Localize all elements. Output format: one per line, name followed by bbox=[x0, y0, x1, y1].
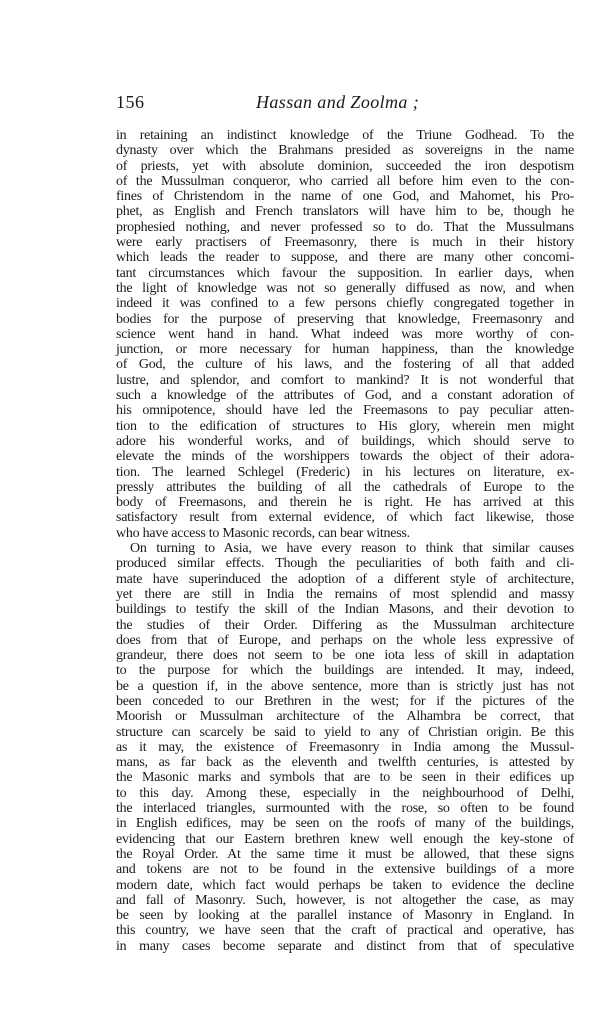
text-line: been conceded to our Brethren in the west; for if the pictures of the bbox=[116, 693, 574, 709]
text-line: of the Mussulman conqueror, who carried all before him even to the con- bbox=[116, 173, 574, 189]
text-line: adore his wonderful works, and of buildings, which should serve to bbox=[116, 433, 574, 449]
text-line: bodies for the purpose of preserving that knowledge, Freemasonry and bbox=[116, 311, 574, 327]
text-line: tant circumstances which favour the supposition. In earlier days, when bbox=[116, 265, 574, 281]
text-line: be a question if, in the above sentence, more than is strictly just has not bbox=[116, 678, 574, 694]
text-line: in many cases become separate and distinct from that of speculative bbox=[116, 938, 574, 954]
text-line: junction, or more necessary for human happiness, than the knowledge bbox=[116, 342, 574, 358]
text-line: grandeur, there does not seem to be one iota less of skill in adaptation bbox=[116, 648, 574, 664]
text-line: in English edifices, may be seen on the roofs of many of the buildings, bbox=[116, 816, 574, 832]
text-line: the light of knowledge was not so generally diffused as now, and when bbox=[116, 280, 574, 296]
text-line: the studies of their Order. Differing as the Mussulman architecture bbox=[116, 617, 574, 633]
text-line: of God, the culture of his laws, and the fostering of all that added bbox=[116, 357, 574, 373]
text-line: Moorish or Mussulman architecture of the Alhambra be correct, that bbox=[116, 709, 574, 725]
running-title: Hassan and Zoolma ; bbox=[256, 92, 420, 112]
text-line: pressly attributes the building of all the cathedrals of Europe to the bbox=[116, 479, 574, 495]
text-line: modern date, which fact would perhaps be taken to evidence the decline bbox=[116, 877, 574, 893]
text-line: fines of Christendom in the name of one God, and Mahomet, his Pro- bbox=[116, 189, 574, 205]
paragraph bbox=[116, 541, 574, 954]
text-line: dynasty over which the Brahmans presided as sovereigns in the name bbox=[116, 143, 574, 159]
text-line: mans, as far back as the eleventh and twelfth centuries, is attested by bbox=[116, 755, 574, 771]
text-line: body of Freemasons, and therein he is right. He has arrived at this bbox=[116, 495, 574, 511]
page-header bbox=[116, 90, 576, 114]
text-line: and fall of Masonry. Such, however, is not altogether the case, as may bbox=[116, 892, 574, 908]
text-line: indeed it was confined to a few persons chiefly congregated together in bbox=[116, 296, 574, 312]
text-line: satisfactory result from external evidence, of which fact likewise, those bbox=[116, 510, 574, 526]
text-line: On turning to Asia, we have every reason to think that similar causes bbox=[130, 541, 574, 557]
text-line: prophesied nothing, and never professed so to do. That the Mussulmans bbox=[116, 219, 574, 235]
text-line: who have access to Masonic records, can bear witness. bbox=[116, 525, 410, 541]
text-line: the Masonic marks and symbols that are to be seen in their edifices up bbox=[116, 770, 574, 786]
text-line: the interlaced triangles, surmounted with the rose, so often to be found bbox=[116, 801, 574, 817]
text-line: phet, as English and French translators will have him to be, though he bbox=[116, 204, 574, 220]
text-line: to the purpose for which the buildings are intended. It may, indeed, bbox=[116, 663, 574, 679]
text-line: his omnipotence, should have led the Freemasons to pay peculiar atten- bbox=[116, 403, 574, 419]
text-line: produced similar effects. Though the peculiarities of both faith and cli- bbox=[116, 556, 574, 572]
text-line: as it may, the existence of Freemasonry in India among the Mussul- bbox=[116, 739, 574, 755]
text-line: structure can scarcely be said to yield to any of Christian origin. Be this bbox=[116, 724, 574, 740]
text-line: in retaining an indistinct knowledge of the Triune Godhead. To the bbox=[116, 128, 574, 143]
text-line: yet there are still in India the remains of most splendid and massy bbox=[116, 586, 574, 602]
text-line: be seen by looking at the parallel instance of Masonry in England. In bbox=[116, 908, 574, 924]
page-number: 156 bbox=[116, 92, 145, 112]
text-line: such a knowledge of the attributes of God, and a constant adoration of bbox=[116, 388, 574, 404]
text-line: lustre, and splendor, and comfort to mankind? It is not wonderful that bbox=[116, 372, 574, 388]
text-line: mate have superinduced the adoption of a different style of architecture, bbox=[116, 571, 574, 587]
text-line: does from that of Europe, and perhaps on the whole less expressive of bbox=[116, 632, 574, 648]
text-line: tion. The learned Schlegel (Frederic) in his lectures on literature, ex- bbox=[116, 464, 574, 480]
text-line: this country, we have seen that the craft of practical and operative, has bbox=[116, 923, 574, 939]
text-line: science went hand in hand. What indeed was more worthy of con- bbox=[116, 326, 574, 342]
text-line: elevate the minds of the worshippers towards the object of their adora- bbox=[116, 449, 574, 465]
text-line: were early practisers of Freemasonry, there is much in their history bbox=[116, 235, 574, 251]
text-line: of priests, yet with absolute dominion, succeeded the iron despotism bbox=[116, 158, 574, 174]
text-line: which leads the reader to suppose, and there are many other concomi- bbox=[116, 250, 574, 266]
paragraph bbox=[116, 128, 574, 541]
text-line: tion to the edification of structures to His glory, wherein men might bbox=[116, 418, 574, 434]
body-text bbox=[116, 128, 574, 954]
text-line: the Royal Order. At the same time it must be allowed, that these signs bbox=[116, 846, 574, 862]
text-line: and tokens are not to be found in the extensive buildings of a more bbox=[116, 862, 574, 878]
text-line: evidencing that our Eastern brethren knew well enough the key-stone of bbox=[116, 831, 574, 847]
text-line: to this day. Among these, especially in the neighbourhood of Delhi, bbox=[116, 785, 574, 801]
text-line: buildings to testify the skill of the Indian Masons, and their devotion to bbox=[116, 602, 574, 618]
